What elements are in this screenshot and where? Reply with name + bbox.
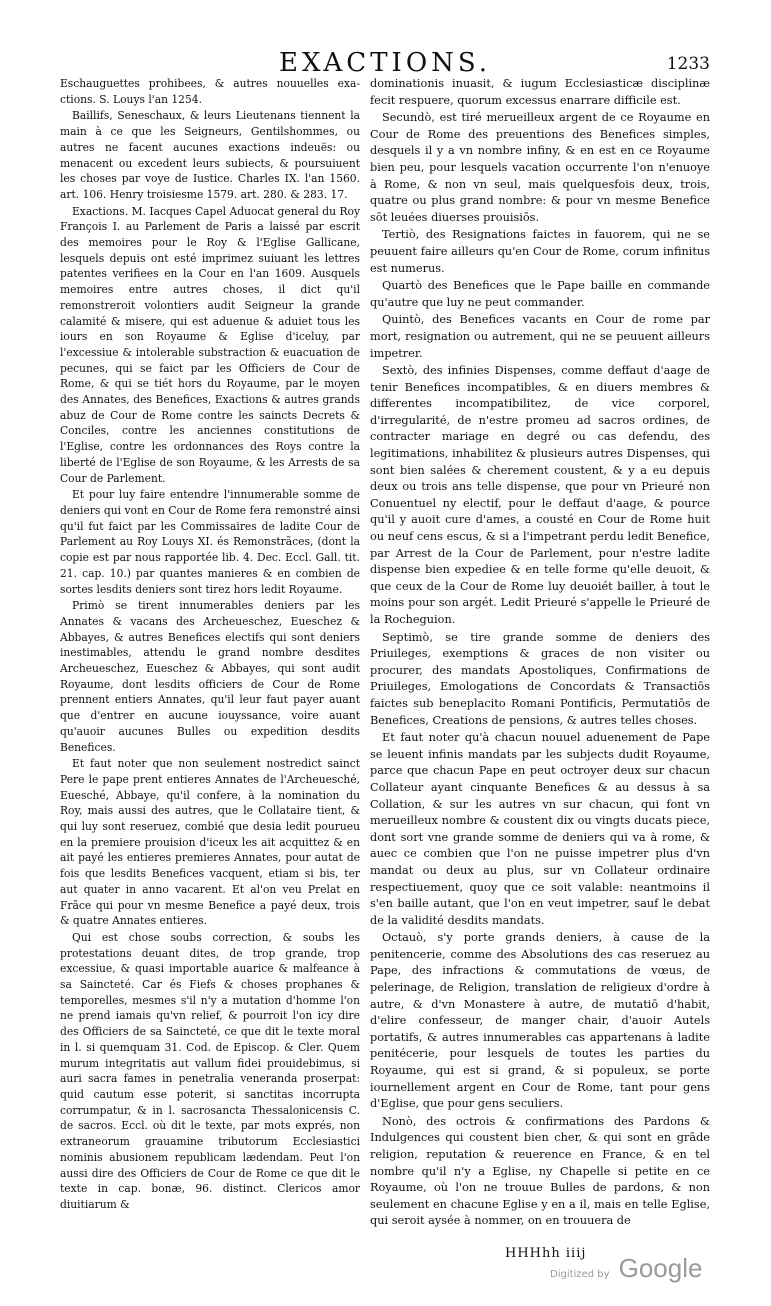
google-logo: Google — [618, 1253, 703, 1283]
paragraph: Exactions. M. Iacques Capel Aduocat general du Roy François I. au Parlement de Paris a laissé par escrit des memoires pour le Roy & l'Eglise Gallicane, lesquels depuis ont esté imprimez suiuant les lettres patentes verifiees en la Cour en l'an 1609. Ausquels memoires entre autres choses, il dict qu'il remonstreroit volontiers audit Seigneur la grande calamité & misere, qui est aduenue & aduiet tous les iours en son Royaume & Eglise d'iceluy, par l'excessiue & intolerable substraction & euacuation de pecunes, qui se faict par les Officiers de Cour de Rome, & qui se tiét hors du Royaume, par le moyen des Annates, des Benefices, Exactions & autres grands abuz de Cour de Rome contre les saincts Decrets & Conciles, contre les anciennes constitutions de l'Eglise, contre les ordonnances des Roys contre la liberté de l'Eglise de son Royaume, & les Arrests de sa Cour de Parlement. — [60, 204, 360, 485]
paragraph: Et pour luy faire entendre l'innumerable somme de deniers qui vont en Cour de Rome fera remonstré ainsi qu'il fut faict par les Commissaires de ladite Cour de Parlement au Roy Louys XI. és Remonstrãces, (dont la copie est par nous rapportée lib. 4. Dec. Eccl. Gall. tit. 21. cap. 10.) par quantes manieres & en combien de sortes lesdits deniers sont tirez hors ledit Royaume. — [60, 488, 360, 596]
left-column — [60, 76, 360, 1213]
paragraph: Quintò, des Benefices vacants en Cour de rome par mort, resignation ou autrement, qui ne se peuuent ailleurs impetrer. — [370, 313, 710, 360]
page-number: 1233 — [666, 54, 710, 74]
digitized-watermark — [550, 1253, 702, 1284]
signature-mark: HHHhh iiij — [505, 1246, 587, 1261]
paragraph: Et faut noter qu'à chacun nouuel aduenement de Pape se leuent infinis mandats par les subjects dudit Royaume, parce que chacun Pape en peut octroyer deux sur chacun Collateur ayant cinquante Benefices & au dessus à sa Collation, & sur les autres vn sur chacun, qui font vn merueilleux nombre & coustent dix ou vingts ducats piece, dont sort vne grande somme de deniers qui va à rome, & auec ce combien que l'on ne puisse impetrer plus d'vn mandat ou deux au plus, sur vn Collateur ordinaire respectiuement, quoy que ce soit valable: neantmoins il s'en baille autant, que l'on en veut impetrer, sauf le debat de la validité desdits mandats. — [370, 731, 710, 927]
paragraph: Septimò, se tire grande somme de deniers des Priuileges, exemptions & graces de non visiter ou procurer, des mandats Apostoliques, Confirmations de Priuileges, Emologations de Concordats & Transactiōs faictes sub beneplacito Romani Pontificis, Permutatiōs de Benefices, Creations de pensions, & autres telles choses. — [370, 630, 710, 727]
paragraph: Baillifs, Seneschaux, & leurs Lieutenans tiennent la main à ce que les Seigneurs, Gentilshommes, ou autres ne facent aucunes exactions indeuës: ou menacent ou excedent leurs subiects, & poursuiuent les choses par voye de Iustice. Charles IX. l'an 1560. art. 106. Henry troisiesme 1579. art. 280. & 283. 17. — [60, 109, 360, 201]
watermark-prefix: Digitized by — [550, 1269, 610, 1280]
paragraph: Eschauguettes prohibees, & autres nouuelles exa-ctions. S. Louys l'an 1254. — [60, 77, 360, 106]
paragraph: dominationis inuasit, & iugum Ecclesiasticæ disciplinæ fecit respuere, quorum excessus enarrare difficile est. — [370, 77, 710, 107]
paragraph: Tertiò, des Resignations faictes in fauorem, qui ne se peuuent faire ailleurs qu'en Cour de Rome, corum infinitus est numerus. — [370, 228, 710, 275]
paragraph: Secundò, est tiré merueilleux argent de ce Royaume en Cour de Rome des preuentions des Benefices simples, desquels il y a vn nombre infiny, & en est en ce Royaume bien peu, pour lesquels vacation occurrente l'on n'enuoye à Rome, & non vn seul, mais quelquesfois deux, trois, quatre ou plus grand nombre: & pour vn mesme Benefice sōt leuées diuerses prouisiōs. — [370, 111, 710, 224]
paragraph: Et faut noter que non seulement nostredict sainct Pere le pape prent entieres Annates de l'Archeuesché, Euesché, Abbaye, qu'il confere, à la nomination du Roy, mais aussi des autres, que le Collataire tient, & qui luy sont reseruez, combié que desia ledit pourueu en la premiere prouision d'iceux les ait acquittez & en ait payé les entieres premieres Annates, pour autat de fois que lesdits Benefices vacquent, etiam si bis, ter aut quater in anno vacarent. Et al'on veu Prelat en Frãce qui pour vn mesme Benefice a payé deux, trois & quatre Annates entieres. — [60, 757, 360, 928]
paragraph: Nonò, des octrois & confirmations des Pardons & Indulgences qui coustent bien cher, & qui sont en grāde religion, reputation & reuerence en France, & en tel nombre qu'il n'y a Eglise, ny Chapelle si petite en ce Royaume, où l'on ne trouue Bulles de pardons, & non seulement en chacune Eglise y en a il, mais en telle Eglise, qui seroit aysée à nommer, on en trouuera de — [370, 1114, 710, 1228]
page-header — [60, 48, 710, 76]
paragraph: Quartò des Benefices que le Pape baille en commande qu'autre que luy ne peut commander. — [370, 279, 710, 309]
paragraph: Primò se tirent innumerables deniers par les Annates & vacans des Archeueschez, Eueschez & Abbayes, & autres Benefices electifs qui sont deniers inestimables, attendu le grand nombre desdites Archeueschez, Eueschez & Abbayes, qui sont audit Royaume, dont lesdits officiers de Cour de Rome prennent entiers Annates, qu'il leur faut payer auant que d'entrer en aucune iouyssance, voire auant qu'auoir aucunes Bulles ou expedition desdits Benefices. — [60, 599, 360, 754]
paragraph: Octauò, s'y porte grands deniers, à cause de la penitencerie, comme des Absolutions des cas reseruez au Pape, des infractions & commutations de vœus, de pelerinage, de Religion, translation de religieux d'ordre à autre, & d'vn Monastere à autre, de mutatiō d'habit, d'elire confesseur, de manger chair, d'auoir Autels portatifs, & autres innumerables cas appartenans à ladite penitécerie, pour lesquels de toutes les parties du Royaume, qui est si grand, & si populeux, se porte iournellement argent en Cour de Rome, tant pour gens d'Eglise, que pour gens seculiers. — [370, 931, 710, 1111]
paragraph: Sextò, des infinies Dispenses, comme deffaut d'aage de tenir Benefices incompatibles, & en diuers membres & differentes incompatibilitez, de vice corporel, d'irregularité, de n'estre promeu ad sacros ordines, de contracter mariage en degré ou cas defendu, des legitimations, inhabilitez & plusieurs autres Dispenses, qui sont bien salées & cherement coustent, & y a eu depuis deux ou trois ans telle dispense, que pour vn Prieuré non Conuentuel ny electif, pour le deffaut d'aage, & pource qu'il y auoit cure d'ames, a cousté en Cour de Rome huit ou neuf cens escus, & si a l'impetrant perdu ledit Benefice, par Arrest de la Cour de Parlement, pour n'estre ladite dispense bien expediee & en telle forme qu'elle deuoit, & que ceux de la Cour de Rome luy deuoiét bailler, à tout le moins pour son argét. Ledit Prieuré s'appelle le Prieuré de la Rocheguion. — [370, 364, 710, 626]
running-title: EXACTIONS. — [278, 48, 492, 78]
paragraph: Qui est chose soubs correction, & soubs les protestations deuant dites, de trop grande, trop excessiue, & quasi importable auarice & malfeance à sa Saincteté. Car és Fiefs & choses prophanes & temporelles, mesmes s'il n'y a mutation d'homme l'on ne prend iamais qu'vn relief, & pourroit l'on icy dire des Officiers de sa Saincteté, ce que dit le texte moral in l. si quemquam 31. Cod. de Episcop. & Cler. Quem murum integritatis aut vallum fidei prouidebimus, si auri sacra fames in penetralia veneranda proserpat: quid cautum esse poterit, si sanctitas incorrupta corrumpatur, & in l. sacrosancta Thessalonicensis C. de sacros. Eccl. où dit le texte, par mots exprés, non extraneorum grauamine tributorum Ecclesiastici nominis abusionem republicam lædendam. Peut l'on aussi dire des Officiers de Cour de Rome ce que dit le texte in cap. bonæ, 96. distinct. Clericos amor diuitiarum & — [60, 930, 360, 1211]
right-column — [370, 76, 710, 1230]
